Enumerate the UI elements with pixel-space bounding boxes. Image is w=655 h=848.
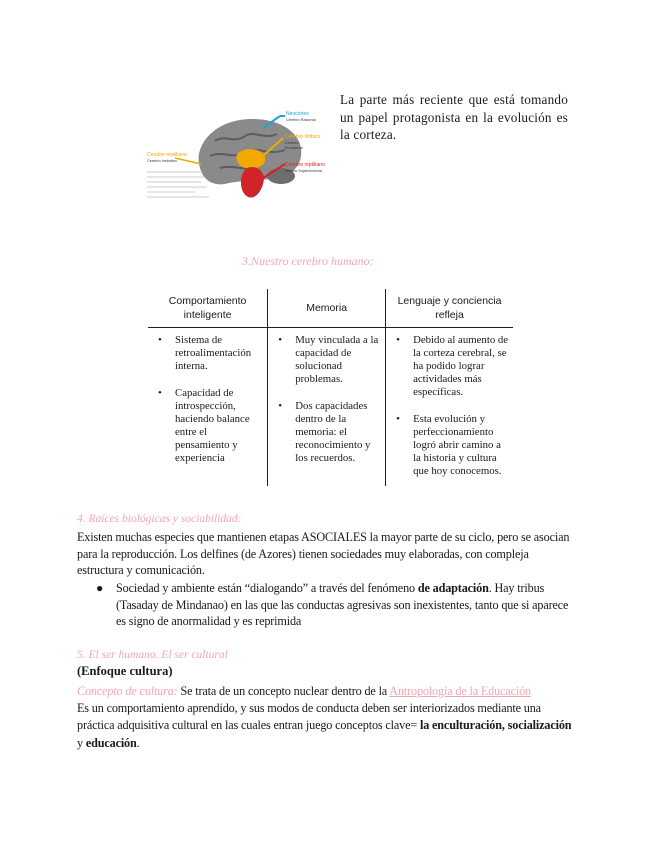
list-item: • Dos capacidades dentro de la memoria: el reconocimiento y los recuerdos.: [268, 400, 381, 465]
brain-label-reptilian: Cerebro reptiliano: [285, 162, 325, 168]
section5-paragraph: Concepto de cultura: Se trata de un concepto nuclear dentro de la Antropología de la Educación Es un comportamiento aprendido, y sus modos de conducta deben ser interiorizados mediante una práctica adquisitiva cultural en las cuales entran juego conceptos clave= la enculturación, socialización y educación.: [77, 684, 572, 750]
brain-sublabel-left: Cerebro Instintivo: [147, 159, 177, 163]
section5-subtitle: (Enfoque cultura): [77, 664, 173, 678]
table-cell-language: [386, 328, 513, 486]
brain-diagram: [145, 106, 330, 206]
brain-sublabel-limbic-1: Cerebro: [285, 141, 299, 145]
brain-label-neocortex: Neocórtex: [286, 111, 309, 117]
intro-paragraph: La parte más reciente que está tomando un papel protagonista en la evolución es la corteza.: [340, 92, 568, 142]
section4-paragraph: Existen muchas especies que mantienen etapas ASOCIALES la mayor parte de su ciclo, pero se asocian para la reproducción. Los delfines (de Azores) tienen sociedades muy elaboradas, con compleja estructura y comunicación.: [77, 530, 570, 577]
section5-heading: 5. El ser humano. El ser cultural: [77, 649, 228, 661]
list-item: • Muy vinculada a la capacidad de solucionad problemas.: [268, 334, 381, 386]
adaptation-term: de adaptación: [417, 581, 489, 595]
concept-text: Se trata de un concepto nuclear dentro de la: [177, 684, 390, 698]
brain-label-left: Cerebro reptiliano: [147, 152, 187, 158]
list-item: • Sistema de retroalimentación interna.: [148, 334, 263, 373]
term-enculturation: la enculturación: [419, 718, 502, 733]
section4-heading: 4. Raíces biológicas y sociabilidad:: [77, 513, 242, 525]
table-header-language: Lenguaje y conciencia refleja: [386, 289, 513, 328]
table-header-memory: Memoria: [268, 289, 386, 328]
anthropology-link[interactable]: Antropología de la Educación: [389, 684, 531, 698]
bullet-dot: ●: [96, 581, 104, 595]
list-item: • Capacidad de introspección, haciendo balance entre el pensamiento y experiencia: [148, 387, 263, 465]
table-cell-behavior: [148, 328, 268, 486]
table-cell-memory: [268, 328, 386, 486]
brain-functions-table: [148, 289, 513, 486]
list-item: • Debido al aumento de la corteza cerebral, se ha podido lograr actividades más específicas.: [386, 334, 509, 399]
brain-sublabel-reptilian: Instinto Supervivencia: [285, 169, 323, 173]
brain-sublabel-limbic-2: Emocional: [285, 146, 303, 150]
term-education: educación: [85, 735, 137, 750]
brain-sublabel-neocortex: Cerebro Racional: [286, 118, 316, 122]
term-socialization: socialización: [507, 718, 572, 733]
list-item: • Esta evolución y perfeccionamiento logró abrir camino a la historia y cultura que hoy conocemos.: [386, 413, 509, 478]
concept-label: Concepto de cultura:: [77, 684, 178, 698]
table-header-behavior: Comportamiento inteligente: [148, 289, 268, 328]
brain-stem-shape: [241, 167, 264, 198]
section4-bullet: [77, 580, 577, 630]
brain-label-limbic: Cerebro límbico: [285, 134, 321, 140]
section3-heading: 3.Nuestro cerebro humano:: [242, 254, 374, 268]
brain-caption-lines: [147, 172, 209, 197]
section4-bullet-text: Sociedad y ambiente están “dialogando” a través del fenómeno de adaptación. Hay tribus (Tasaday de Mindanao) en las que las conductas agresivas son inexistentes, tanto que si aparece es signo de anormalidad y es reprimida: [116, 581, 569, 628]
